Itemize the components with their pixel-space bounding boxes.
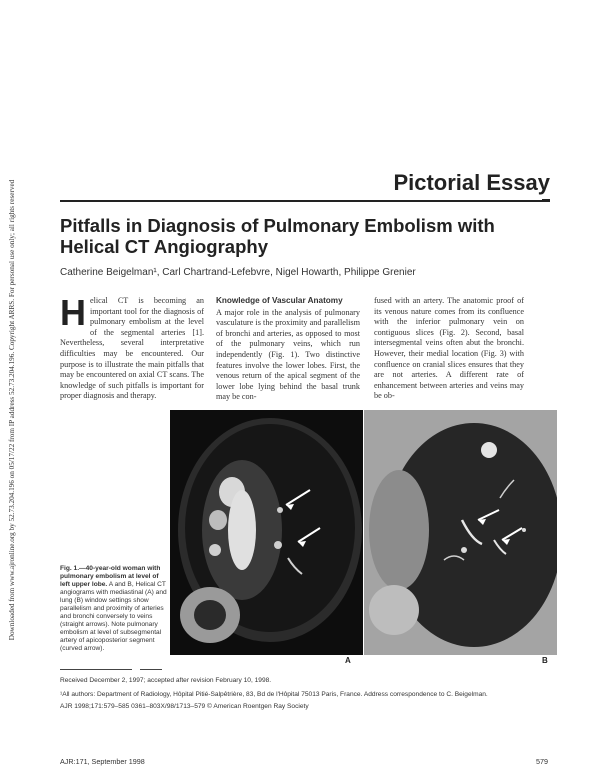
title-line-1: Pitfalls in Diagnosis of Pulmonary Embolism with <box>60 215 495 236</box>
caption-lead: Fig. 1.—40-year-old woman with pulmonary embolism at level of left upper lobe. <box>60 565 161 588</box>
affiliation-note: ¹All authors: Department of Radiology, Hôpital Pitié-Salpêtrière, 83, Bd de l'Hôpital 75013 Paris, France. Address correspondence to C. Beigelman. <box>60 691 488 698</box>
download-notice-text: Downloaded from www.ajronline.org by 52.73.204.196 on 05/17/22 from IP address 52.73.204.196. Copyright ARRS. For personal use only; all rights reserved <box>8 179 16 641</box>
ct-image-mediastinal <box>170 410 363 655</box>
panel-label-a: A <box>345 656 351 665</box>
article-title <box>60 215 550 257</box>
journal-reference: AJR:171, September 1998 <box>60 757 145 766</box>
body-column-3 <box>374 296 524 402</box>
panel-label-b: B <box>542 656 548 665</box>
author-list: Catherine Beigelman¹, Carl Chartrand-Lefebvre, Nigel Howarth, Philippe Grenier <box>60 267 416 278</box>
footnote-rule-short <box>140 669 162 670</box>
ct-image-lung <box>364 410 557 655</box>
title-line-2: Helical CT Angiography <box>60 236 268 257</box>
section-divider <box>60 200 550 202</box>
intro-paragraph: elical CT is becoming an important tool for the diagnosis of pulmonary embolism at the level of the segmental arteries [1]. Nevertheless, several interpretative difficulties may be encountered. Our purpose is to illustrate the main pitfalls that may be encountered on axial CT scans. The knowledge of such pitfalls is important for proper diagnosis and therapy. <box>60 296 204 401</box>
ct-lung-drawing <box>364 410 557 655</box>
drop-cap: H <box>60 292 86 333</box>
footnote-rule <box>60 669 132 670</box>
body-column-1 <box>60 292 204 402</box>
body-column-2 <box>216 296 360 403</box>
page-number: 579 <box>536 757 548 766</box>
figure-caption <box>60 565 168 653</box>
ct-mediastinal-drawing <box>170 410 363 655</box>
anatomy-continued-paragraph: fused with an artery. The anatomic proof of its venous nature comes from its confluence with the inferior pulmonary vein on contiguous slices (Fig. 2). Second, basal intersegmental veins often abut the bronchi. However, their medial location (Fig. 3) with confluence on cranial slices ensures that they are not arteries. A different rate of enhancement between arteries and veins may be ob- <box>374 296 524 401</box>
received-note: Received December 2, 1997; accepted after revision February 10, 1998. <box>60 677 272 684</box>
divider-tick <box>542 199 550 202</box>
anatomy-paragraph: A major role in the analysis of pulmonary vasculature is the proximity and parallelism of bronchi and arteries, as opposed to most of the pulmonary veins, which run independently (Fig. 1). Two distinctive features involve the lower lobes. First, the venous return of the apical segment of the lower lobe lying behind the basal trunk may be con- <box>216 307 360 402</box>
section-title: Pictorial Essay <box>393 170 550 195</box>
caption-body: A and B, Helical CT angiograms with mediastinal (A) and lung (B) window settings show parallelism and proximity of arteries and bronchi conversely to veins (straight arrows). Note pulmonary embolism at level of subsegmental artery of apicoposterior segment (curved arrow). <box>60 581 167 652</box>
section-heading: Knowledge of Vascular Anatomy <box>216 296 343 305</box>
copyright-note: AJR 1998;171:579–585 0361–803X/98/1713–579 © American Roentgen Ray Society <box>60 703 309 710</box>
download-notice <box>2 150 14 670</box>
